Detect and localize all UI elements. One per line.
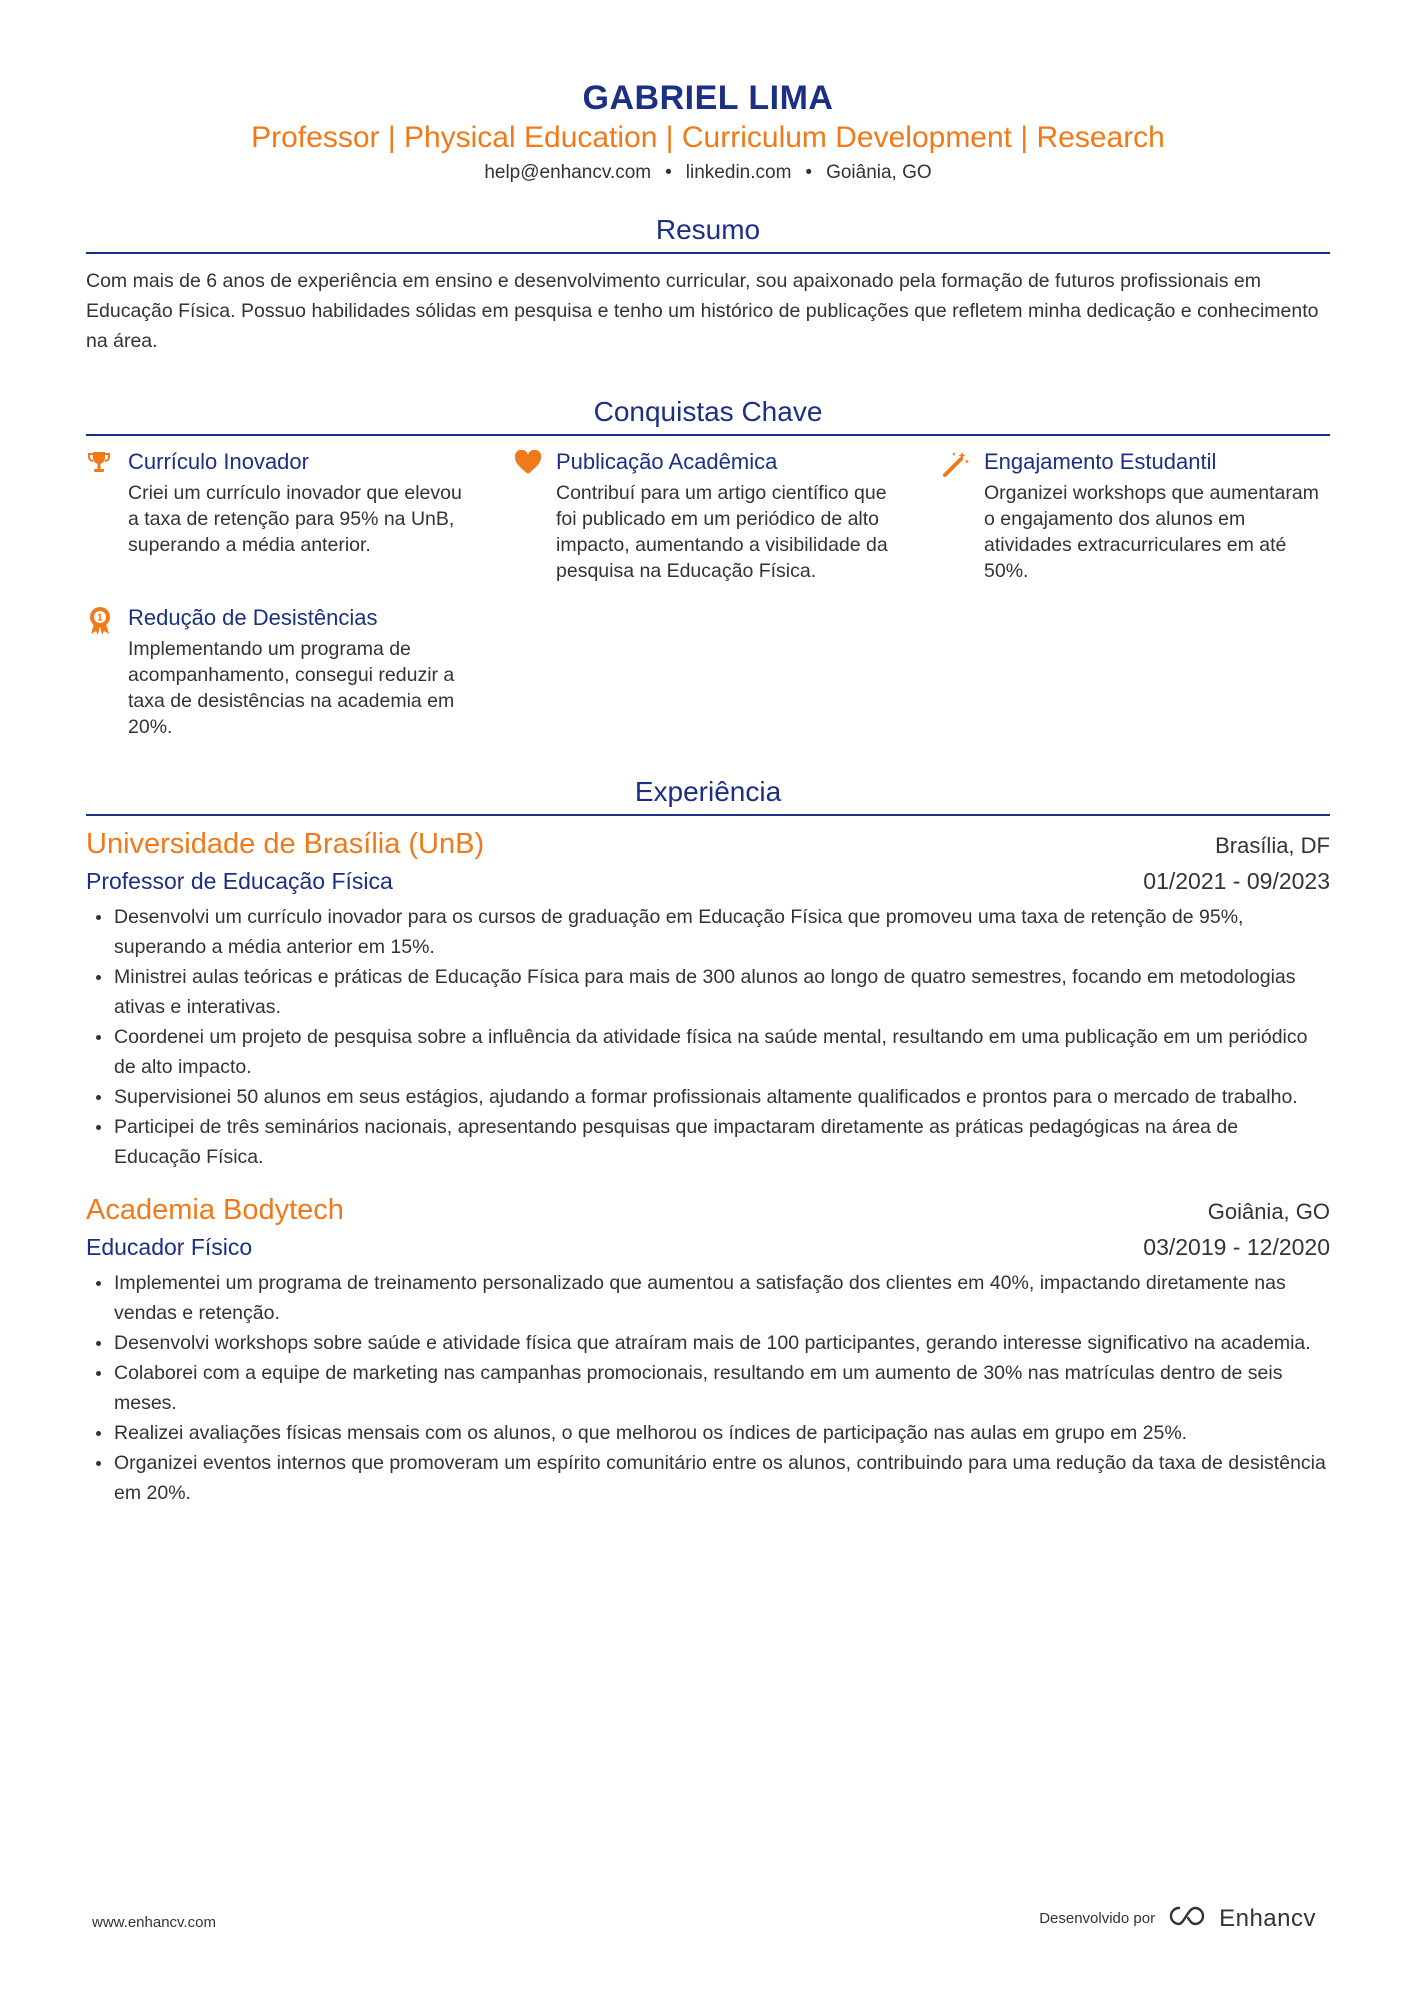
list-item: Ministrei aulas teóricas e práticas de Educação Física para mais de 300 alunos ao longo de quatro semestres, focando em metodologias ativas e interativas. xyxy=(86,962,1330,1022)
heart-icon xyxy=(514,446,556,476)
candidate-name: GABRIEL LIMA xyxy=(582,79,834,117)
achievement-title: Engajamento Estudantil xyxy=(984,449,1217,474)
job-role: Educador Físico xyxy=(86,1234,253,1260)
achievement-title: Currículo Inovador xyxy=(128,449,309,474)
section-title-summary: Resumo xyxy=(655,214,761,245)
achievements-section xyxy=(86,394,1330,740)
contact-location: Goiânia, GO xyxy=(826,162,932,183)
list-item: Participei de três seminários nacionais, apresentando pesquisas que impactaram diretamente as práticas pedagógicas na área de Educação Física. xyxy=(86,1112,1330,1172)
job-dates: 01/2021 - 09/2023 xyxy=(1143,868,1330,894)
resume-page xyxy=(86,0,1330,1508)
job-dates: 03/2019 - 12/2020 xyxy=(1143,1234,1330,1260)
contact-linkedin[interactable]: linkedin.com xyxy=(685,162,792,183)
list-item: Implementei um programa de treinamento personalizado que aumentou a satisfação dos clientes em 40%, impactando diretamente nas vendas e retenção. xyxy=(86,1268,1330,1328)
job-company: Universidade de Brasília (UnB) xyxy=(86,828,485,860)
job-role: Professor de Educação Física xyxy=(86,868,393,894)
bullet-separator: • xyxy=(805,162,813,183)
list-item: Organizei eventos internos que promoveram um espírito comunitário entre os alunos, contribuindo para uma redução da taxa de desistência em 20%. xyxy=(86,1448,1330,1508)
experience-section xyxy=(86,774,1330,1508)
powered-by-label: Desenvolvido por xyxy=(1039,1910,1156,1927)
section-divider xyxy=(86,814,1330,816)
footer-branding xyxy=(1039,1904,1316,1933)
brand-name: Enhancv xyxy=(1219,1904,1316,1932)
section-title-achievements: Conquistas Chave xyxy=(593,396,823,427)
list-item: Desenvolvi um currículo inovador para os cursos de graduação em Educação Física que promoveu uma taxa de retenção de 95%, superando a média anterior em 15%. xyxy=(86,902,1330,962)
magic-wand-icon xyxy=(942,446,984,478)
list-item: Realizei avaliações físicas mensais com os alunos, o que melhorou os índices de participação nas aulas em grupo em 25%. xyxy=(86,1418,1330,1448)
list-item: Desenvolvi workshops sobre saúde e atividade física que atraíram mais de 100 participantes, gerando interesse significativo na academia. xyxy=(86,1328,1330,1358)
achievement-item xyxy=(86,446,514,584)
enhancv-logo-icon xyxy=(1165,1904,1211,1933)
section-title-experience: Experiência xyxy=(634,776,782,807)
section-divider xyxy=(86,434,1330,436)
job-location: Goiânia, GO xyxy=(1207,1199,1330,1224)
achievement-item xyxy=(514,446,942,584)
summary-text: Com mais de 6 anos de experiência em ensino e desenvolvimento curricular, sou apaixonado pela formação de futuros profissionais em Educação Física. Possuo habilidades sólidas em pesquisa e tenho um histórico de publicações que refletem minha dedicação e conhecimento na área. xyxy=(86,270,1319,352)
achievements-grid xyxy=(86,446,1330,740)
job-bullets xyxy=(86,902,1330,1172)
contact-line xyxy=(86,160,1330,186)
job-bullets xyxy=(86,1268,1330,1508)
achievement-description: Organizei workshops que aumentaram o engajamento dos alunos em atividades extracurriculares em até 50%. xyxy=(984,482,1319,582)
award-ribbon-icon xyxy=(86,602,128,636)
svg-text:1: 1 xyxy=(96,613,104,624)
achievement-item xyxy=(86,602,514,740)
list-item: Colaborei com a equipe de marketing nas campanhas promocionais, resultando em um aumento de 30% nas matrículas dentro de seis meses. xyxy=(86,1358,1330,1418)
achievement-title: Redução de Desistências xyxy=(128,605,378,630)
job-company: Academia Bodytech xyxy=(86,1194,344,1226)
achievement-description: Criei um currículo inovador que elevou a taxa de retenção para 95% na UnB, superando a média anterior. xyxy=(128,482,462,556)
trophy-icon xyxy=(86,446,128,476)
job-entry xyxy=(86,826,1330,1172)
list-item: Coordenei um projeto de pesquisa sobre a influência da atividade física na saúde mental, resultando em uma publicação em um periódico de alto impacto. xyxy=(86,1022,1330,1082)
candidate-headline: Professor | Physical Education | Curriculum Development | Research xyxy=(251,121,1165,154)
job-entry xyxy=(86,1192,1330,1508)
footer-website[interactable]: www.enhancv.com xyxy=(92,1914,216,1931)
achievement-description: Implementando um programa de acompanhamento, consegui reduzir a taxa de desistências na academia em 20%. xyxy=(128,638,455,738)
bullet-separator: • xyxy=(665,162,672,183)
achievement-item xyxy=(942,446,1330,584)
achievement-title: Publicação Acadêmica xyxy=(556,449,778,474)
list-item: Supervisionei 50 alunos em seus estágios, ajudando a formar profissionais altamente qualificados e prontos para o mercado de trabalho. xyxy=(86,1082,1330,1112)
section-divider xyxy=(86,252,1330,254)
job-location: Brasília, DF xyxy=(1215,833,1330,858)
contact-email[interactable]: help@enhancv.com xyxy=(484,162,652,183)
achievement-description: Contribuí para um artigo científico que foi publicado em um periódico de alto impacto, aumentando a visibilidade da pesquisa na Educação Física. xyxy=(556,482,888,582)
summary-section xyxy=(86,212,1330,356)
